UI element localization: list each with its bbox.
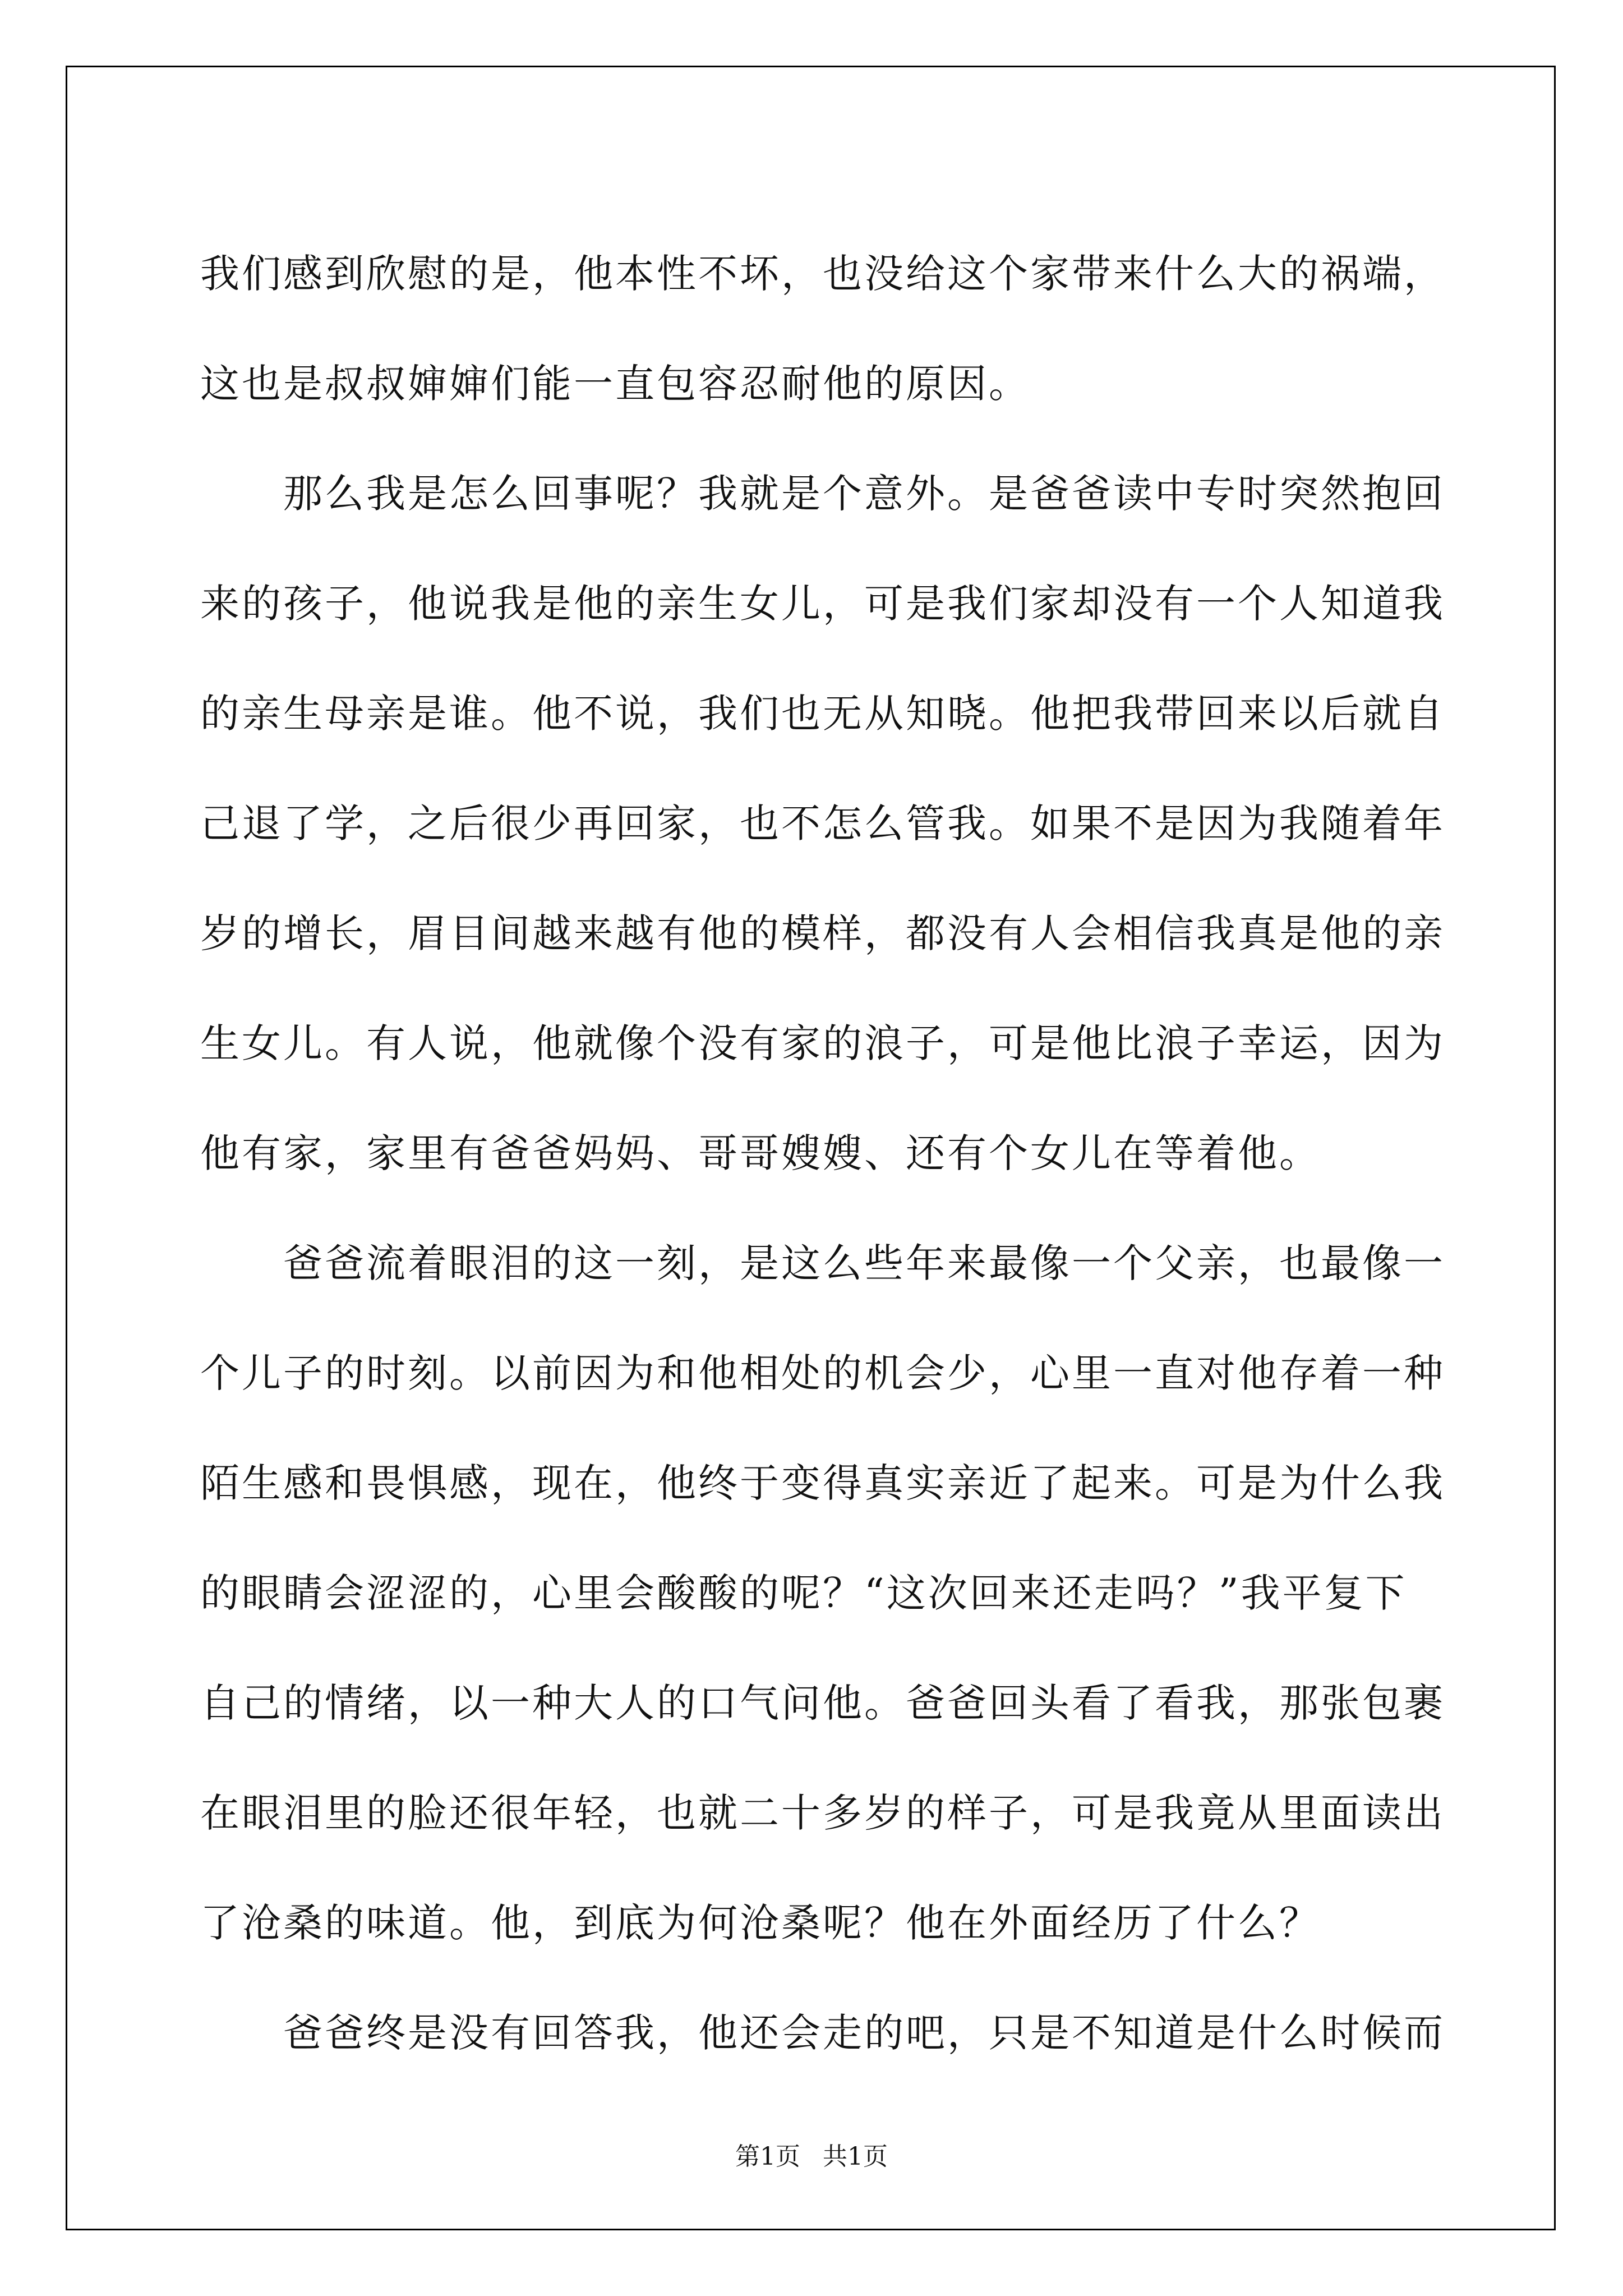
text-line: 他有家，家里有爸爸妈妈、哥哥嫂嫂、还有个女儿在等着他。 [200, 1130, 1321, 1176]
text-line: 的亲生母亲是谁。他不说，我们也无从知晓。他把我带回来以后就自 [200, 691, 1445, 737]
text-line: 了沧桑的味道。他，到底为何沧桑呢？他在外面经历了什么？ [200, 1900, 1321, 1946]
text-line: 爸爸终是没有回答我，他还会走的吧，只是不知道是什么时候而 [200, 2010, 1445, 2056]
text-line: 在眼泪里的脸还很年轻，也就二十多岁的样子，可是我竟从里面读出 [200, 1790, 1445, 1836]
page-number: 第1页 [735, 2142, 800, 2171]
text-line: 个儿子的时刻。以前因为和他相处的机会少，心里一直对他存着一种 [200, 1350, 1445, 1396]
text-line: 来的孩子，他说我是他的亲生女儿，可是我们家却没有一个人知道我 [200, 581, 1445, 627]
text-line: 岁的增长，眉目间越来越有他的模样，都没有人会相信我真是他的亲 [200, 910, 1445, 956]
text-line: 的眼睛会涩涩的，心里会酸酸的呢？“这次回来还走吗？”我平复下 [200, 1570, 1407, 1616]
text-line: 那么我是怎么回事呢？我就是个意外。是爸爸读中专时突然抱回 [200, 471, 1445, 517]
text-line: 陌生感和畏惧感，现在，他终于变得真实亲近了起来。可是为什么我 [200, 1460, 1445, 1506]
text-line: 自己的情绪，以一种大人的口气问他。爸爸回头看了看我，那张包裹 [200, 1680, 1445, 1726]
document-body [200, 219, 1445, 2088]
page-footer [0, 2136, 1623, 2172]
text-line: 爸爸流着眼泪的这一刻，是这么些年来最像一个父亲，也最像一 [200, 1240, 1445, 1286]
page-total: 共1页 [823, 2142, 888, 2171]
text-line: 这也是叔叔婶婶们能一直包容忍耐他的原因。 [200, 361, 1030, 407]
text-line: 我们感到欣慰的是，他本性不坏，也没给这个家带来什么大的祸端， [200, 251, 1445, 297]
text-line: 生女儿。有人说，他就像个没有家的浪子，可是他比浪子幸运，因为 [200, 1020, 1445, 1066]
text-line: 己退了学，之后很少再回家，也不怎么管我。如果不是因为我随着年 [200, 800, 1445, 846]
